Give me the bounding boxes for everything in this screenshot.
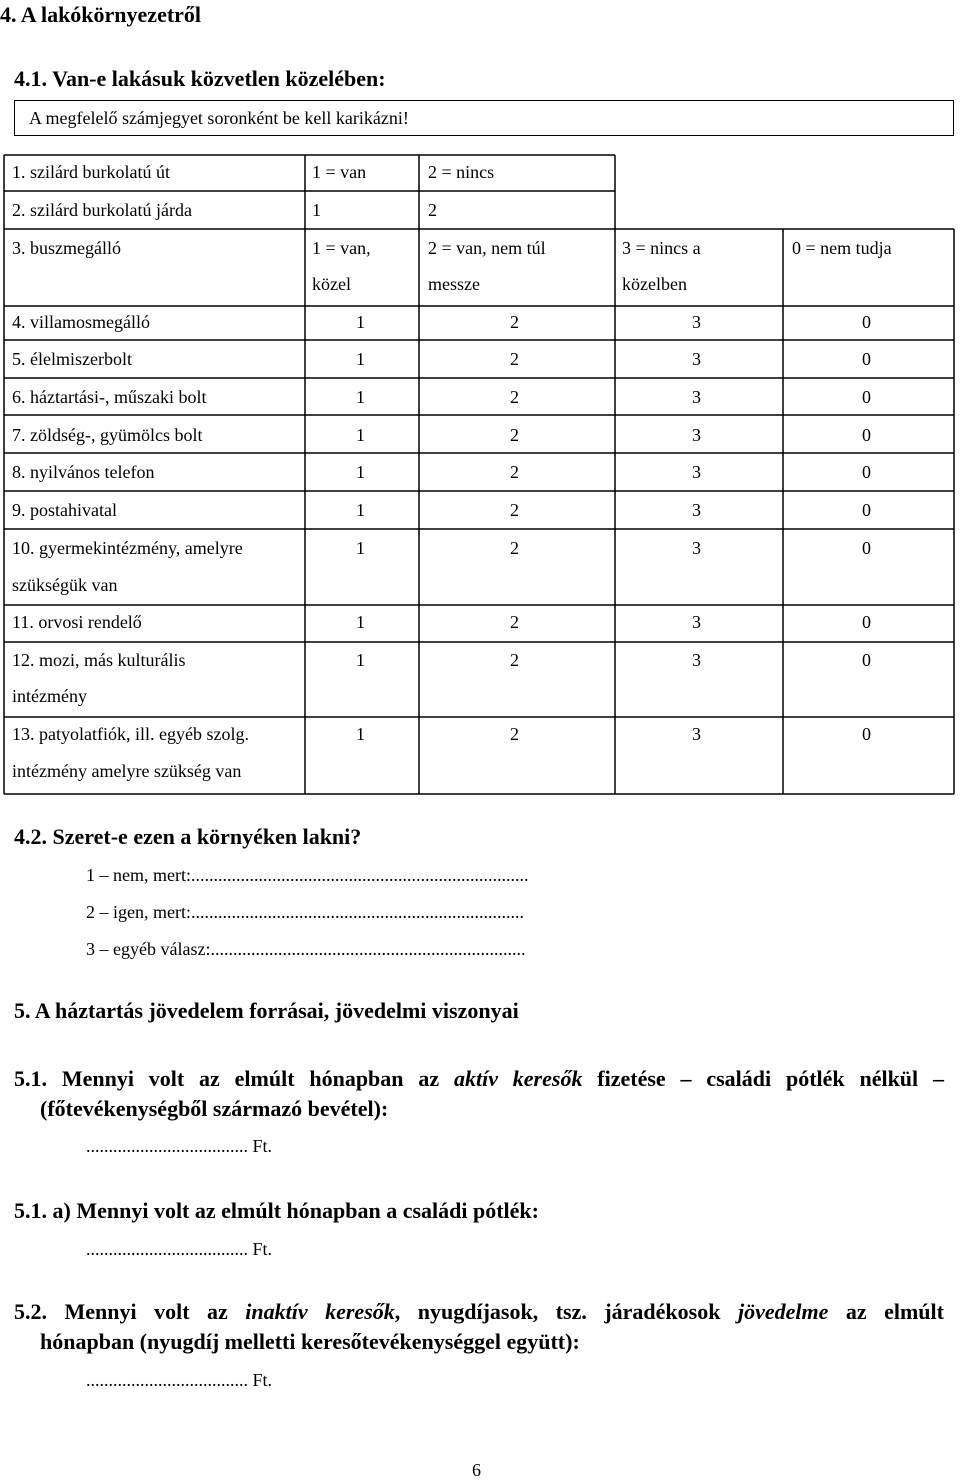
option-1[interactable]: 1 xyxy=(356,650,365,670)
question-5-2-line2: hónapban (nyugdíj melletti keresőtevékenységgel együtt): xyxy=(40,1329,580,1354)
option-1[interactable]: 1 xyxy=(356,462,365,482)
option-2[interactable]: 2 xyxy=(510,349,519,369)
row-label: 6. háztartási-, műszaki bolt xyxy=(12,387,207,407)
option-cell[interactable]: 2 = van, nem túl xyxy=(428,238,546,258)
option-3[interactable]: 3 xyxy=(692,387,701,407)
option-3[interactable]: 3 xyxy=(692,724,701,744)
answer-field-5-1a[interactable]: .................................... Ft. xyxy=(86,1239,273,1259)
question-5-1-line2: (főtevékenységből származó bevétel): xyxy=(40,1096,389,1121)
option-3[interactable]: 3 xyxy=(692,500,701,520)
answer-option-1[interactable]: 1 – nem, mert:........................................................................... xyxy=(86,865,529,885)
option-3[interactable]: 3 xyxy=(692,462,701,482)
question-4-2-title: 4.2. Szeret-e ezen a környéken lakni? xyxy=(14,824,362,849)
option-2[interactable]: 2 xyxy=(510,312,519,332)
option-1[interactable]: 1 xyxy=(356,500,365,520)
option-1[interactable]: 1 xyxy=(356,387,365,407)
question-4-1-title: 4.1. Van-e lakásuk közvetlen közelében: xyxy=(14,66,386,91)
option-3[interactable]: 3 xyxy=(692,312,701,332)
option-cell[interactable]: 3 = nincs a xyxy=(622,238,701,258)
row-label: 3. buszmegálló xyxy=(12,238,121,258)
instruction-box: A megfelelő számjegyet soronként be kell karikázni! xyxy=(14,100,954,136)
row-label: 9. postahivatal xyxy=(12,500,117,520)
option-2[interactable]: 2 xyxy=(510,724,519,744)
option-3[interactable]: 3 xyxy=(692,650,701,670)
option-2[interactable]: 2 xyxy=(510,500,519,520)
row-label-line2: intézmény amelyre szükség van xyxy=(12,761,242,781)
row-label: 1. szilárd burkolatú út xyxy=(12,162,170,182)
row-label-line2: intézmény xyxy=(12,686,87,706)
option-0[interactable]: 0 xyxy=(862,425,871,445)
row-label: 11. orvosi rendelő xyxy=(12,612,142,632)
option-cell-line2: messze xyxy=(428,274,480,294)
option-1[interactable]: 1 xyxy=(356,612,365,632)
option-1[interactable]: 1 xyxy=(356,349,365,369)
row-label: 2. szilárd burkolatú járda xyxy=(12,200,192,220)
option-2[interactable]: 2 xyxy=(510,612,519,632)
option-1[interactable]: 1 xyxy=(356,312,365,332)
option-cell[interactable]: 2 xyxy=(428,200,437,220)
row-label: 4. villamosmegálló xyxy=(12,312,150,332)
section-5-heading: 5. A háztartás jövedelem forrásai, jövedelmi viszonyai xyxy=(14,998,519,1023)
option-cell[interactable]: 0 = nem tudja xyxy=(792,238,892,258)
option-2[interactable]: 2 xyxy=(510,650,519,670)
option-3[interactable]: 3 xyxy=(692,349,701,369)
question-5-1-line1: 5.1. Mennyi volt az elmúlt hónapban az aktív keresők fizetése – családi pótlék nélkül – xyxy=(14,1066,944,1091)
row-label: 5. élelmiszerbolt xyxy=(12,349,132,369)
option-0[interactable]: 0 xyxy=(862,462,871,482)
option-2[interactable]: 2 xyxy=(510,462,519,482)
option-0[interactable]: 0 xyxy=(862,724,871,744)
row-label: 7. zöldség-, gyümölcs bolt xyxy=(12,425,203,445)
answer-field-5-2[interactable]: .................................... Ft. xyxy=(86,1370,273,1390)
row-label: 12. mozi, más kulturális xyxy=(12,650,186,670)
answer-field-5-1[interactable]: .................................... Ft. xyxy=(86,1136,273,1156)
option-2[interactable]: 2 xyxy=(510,387,519,407)
option-0[interactable]: 0 xyxy=(862,500,871,520)
option-0[interactable]: 0 xyxy=(862,612,871,632)
option-3[interactable]: 3 xyxy=(692,538,701,558)
option-0[interactable]: 0 xyxy=(862,650,871,670)
row-label: 13. patyolatfiók, ill. egyéb szolg. xyxy=(12,724,249,744)
option-2[interactable]: 2 xyxy=(510,425,519,445)
question-5-2-line1: 5.2. Mennyi volt az inaktív keresők, nyugdíjasok, tsz. járadékosok jövedelme az elmúlt xyxy=(14,1299,944,1324)
option-1[interactable]: 1 xyxy=(356,425,365,445)
option-0[interactable]: 0 xyxy=(862,538,871,558)
option-cell[interactable]: 2 = nincs xyxy=(428,162,495,182)
option-1[interactable]: 1 xyxy=(356,724,365,744)
option-cell[interactable]: 1 = van, xyxy=(312,238,371,258)
row-label: 10. gyermekintézmény, amelyre xyxy=(12,538,243,558)
option-3[interactable]: 3 xyxy=(692,612,701,632)
option-3[interactable]: 3 xyxy=(692,425,701,445)
option-cell-line2: közelben xyxy=(622,274,687,294)
section-4-heading: 4. A lakókörnyezetről xyxy=(0,2,202,27)
option-cell[interactable]: 1 xyxy=(312,200,321,220)
answer-option-3[interactable]: 3 – egyéb válasz:...................................................................... xyxy=(86,939,526,959)
question-5-1a-title: 5.1. a) Mennyi volt az elmúlt hónapban a családi pótlék: xyxy=(14,1198,539,1223)
option-cell[interactable]: 1 = van xyxy=(312,162,367,182)
option-0[interactable]: 0 xyxy=(862,387,871,407)
option-0[interactable]: 0 xyxy=(862,312,871,332)
row-label-line2: szükségük van xyxy=(12,575,118,595)
answer-option-2[interactable]: 2 – igen, mert:.......................................................................... xyxy=(86,902,524,922)
option-0[interactable]: 0 xyxy=(862,349,871,369)
page-number: 6 xyxy=(472,1460,481,1480)
row-label: 8. nyilvános telefon xyxy=(12,462,155,482)
option-1[interactable]: 1 xyxy=(356,538,365,558)
option-2[interactable]: 2 xyxy=(510,538,519,558)
option-cell-line2: közel xyxy=(312,274,351,294)
